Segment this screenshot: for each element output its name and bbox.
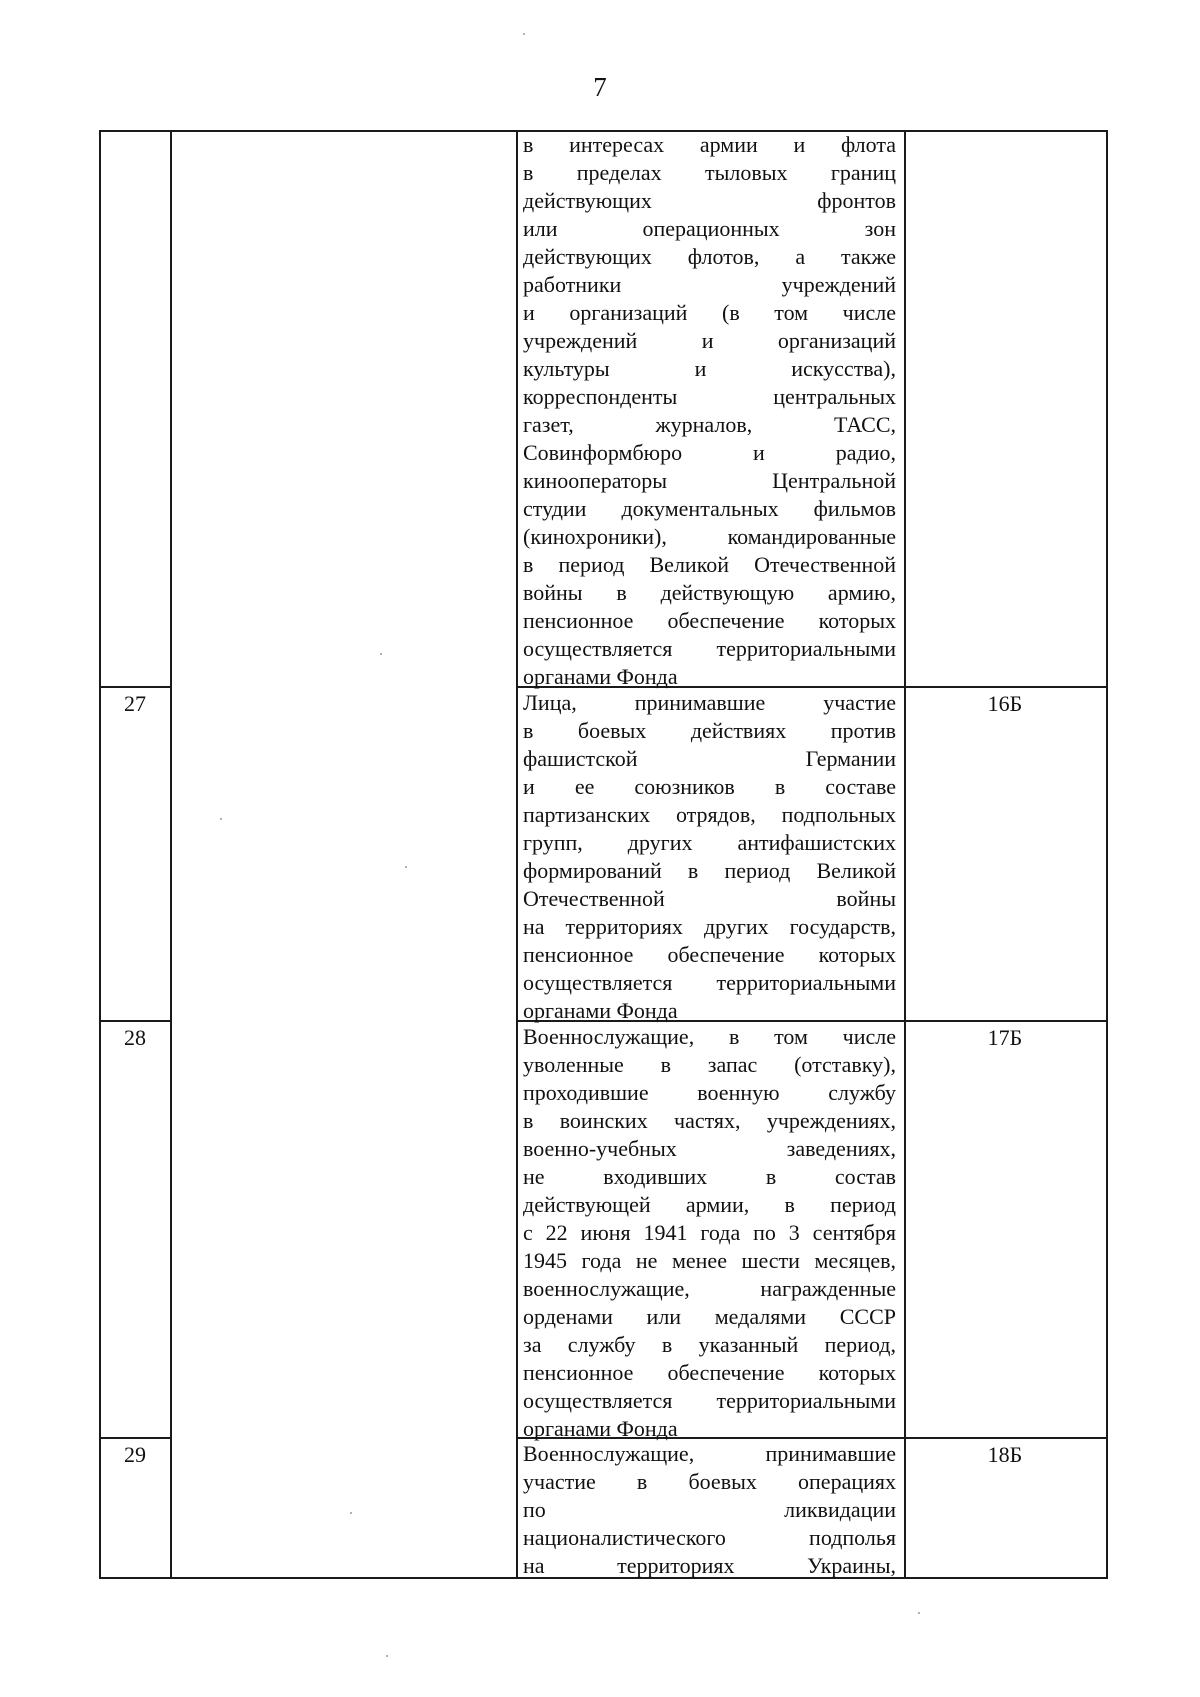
text-line: проходившие военную службу [523, 1080, 896, 1105]
text-line: за службу в указанный период, [523, 1332, 896, 1357]
text-line: по ликвидации [523, 1497, 896, 1522]
text-line: в интересах армии и флота [523, 132, 896, 157]
text-line: Лица, принимавшие участие [523, 690, 896, 715]
text-line: пенсионное обеспечение которых [523, 1360, 896, 1385]
text-line: в воинских частях, учреждениях, [523, 1108, 896, 1133]
row-description [523, 1023, 896, 1443]
text-line: корреспонденты центральных [523, 384, 896, 409]
text-line: учреждений и организаций [523, 328, 896, 353]
text-line: в период Великой Отечественной [523, 552, 896, 577]
scan-speck [918, 1612, 920, 1614]
row-description [523, 689, 896, 1025]
text-line: в боевых действиях против [523, 718, 896, 743]
column-divider-2 [516, 130, 518, 1579]
text-line: не входивших в состав [523, 1164, 896, 1189]
scan-speck [380, 653, 382, 655]
text-line: групп, других антифашистских [523, 830, 896, 855]
row-description [523, 1440, 896, 1580]
text-line: органами Фонда [523, 1416, 678, 1441]
text-line: или операционных зон [523, 216, 896, 241]
text-line: фашистской Германии [523, 746, 896, 771]
text-line: осуществляется территориальными [523, 636, 896, 661]
text-line: газет, журналов, ТАСС, [523, 412, 896, 437]
text-line: осуществляется территориальными [523, 1388, 896, 1413]
text-line: военнослужащие, награжденные [523, 1276, 896, 1301]
text-line: студии документальных фильмов [523, 496, 896, 521]
text-line: орденами или медалями СССР [523, 1304, 896, 1329]
text-line: Совинформбюро и радио, [523, 440, 896, 465]
column-divider-1 [170, 130, 172, 1579]
text-line: Отечественной войны [523, 886, 896, 911]
row-description [523, 131, 896, 691]
text-line: работники учреждений [523, 272, 896, 297]
text-line: военно-учебных заведениях, [523, 1136, 896, 1161]
table-border-left [99, 130, 101, 1579]
text-line: кинооператоры Центральной [523, 468, 896, 493]
text-line: действующих флотов, а также [523, 244, 896, 269]
text-line: пенсионное обеспечение которых [523, 608, 896, 633]
row-divider [99, 1437, 172, 1439]
text-line: с 22 июня 1941 года по 3 сентября [523, 1220, 896, 1245]
row-number: 27 [124, 691, 146, 716]
text-line: действующих фронтов [523, 188, 896, 213]
table-border-right [1106, 130, 1108, 1579]
text-line: на территориях Украины, [523, 1553, 896, 1578]
text-line: на территориях других государств, [523, 914, 896, 939]
row-code: 16Б [987, 691, 1023, 716]
text-line: в пределах тыловых границ [523, 160, 896, 185]
text-line: националистического подполья [523, 1525, 896, 1550]
scan-speck [386, 1655, 388, 1657]
scan-speck [405, 866, 407, 868]
page-number: 7 [593, 72, 607, 102]
text-line: партизанских отрядов, подпольных [523, 802, 896, 827]
text-line: уволенные в запас (отставку), [523, 1052, 896, 1077]
text-line: действующей армии, в период [523, 1192, 896, 1217]
text-line: участие в боевых операциях [523, 1469, 896, 1494]
row-divider [99, 686, 172, 688]
text-line: и организаций (в том числе [523, 300, 896, 325]
text-line: пенсионное обеспечение которых [523, 942, 896, 967]
row-number: 28 [124, 1025, 146, 1050]
text-line: формирований в период Великой [523, 858, 896, 883]
column-divider-3 [904, 130, 906, 1579]
text-line: осуществляется территориальными [523, 970, 896, 995]
text-line: органами Фонда [523, 998, 678, 1023]
scan-speck [350, 1512, 352, 1514]
text-line: Военнослужащие, принимавшие [523, 1441, 896, 1466]
text-line: культуры и искусства), [523, 356, 896, 381]
text-line: и ее союзников в составе [523, 774, 896, 799]
text-line: войны в действующую армию, [523, 580, 896, 605]
text-line: органами Фонда [523, 664, 678, 689]
text-line: (кинохроники), командированные [523, 524, 896, 549]
scan-speck [523, 33, 525, 35]
text-line: Военнослужащие, в том числе [523, 1024, 896, 1049]
row-number: 29 [124, 1442, 146, 1467]
scan-speck [220, 818, 222, 820]
row-divider [99, 1020, 172, 1022]
text-line: 1945 года не менее шести месяцев, [523, 1248, 896, 1273]
row-code: 17Б [987, 1025, 1023, 1050]
row-code: 18Б [987, 1442, 1023, 1467]
